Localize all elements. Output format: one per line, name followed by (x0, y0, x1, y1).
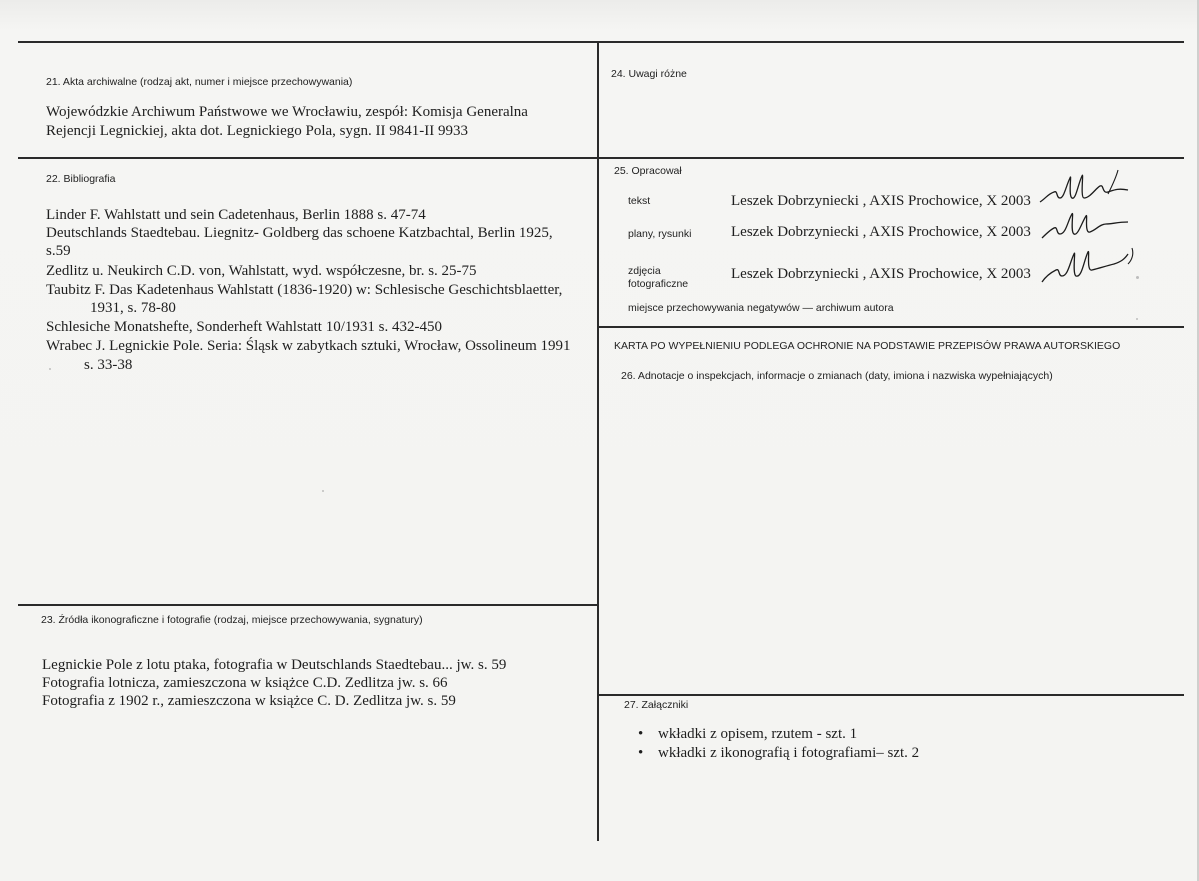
section-24-label: 24. Uwagi różne (611, 68, 687, 80)
bibliography-entry: 1931, s. 78-80 (90, 300, 176, 316)
copyright-notice: KARTA PO WYPEŁNIENIU PODLEGA OCHRONIE NA PODSTAWIE PRZEPISÓW PRAWA AUTORSKIEGO (614, 340, 1121, 352)
author-row-label-plans: plany, rysunki (628, 228, 692, 240)
bibliography-entry: Wrabec J. Legnickie Pole. Seria: Śląsk w zabytkach sztuki, Wrocław, Ossolineum 1991 (46, 338, 571, 354)
author-row-value-text: Leszek Dobrzyniecki , AXIS Prochowice, X 2003 (731, 193, 1031, 209)
section-25-label: 25. Opracował (614, 165, 682, 177)
attachments-list (638, 725, 919, 763)
author-row-label-photos-1: zdjęcia (628, 265, 661, 277)
bibliography-entry: s.59 (46, 243, 71, 259)
signature-mark (1038, 168, 1130, 212)
iconography-entry: Fotografia lotnicza, zamieszczona w książce C.D. Zedlitza jw. s. 66 (42, 675, 448, 691)
attachment-item: • wkładki z ikonografią i fotografiami– szt. 2 (638, 744, 919, 763)
scan-speck (49, 368, 51, 370)
author-row-label-photos-2: fotograficzne (628, 278, 689, 290)
divider-left-22 (18, 157, 598, 159)
author-row-value-plans: Leszek Dobrzyniecki , AXIS Prochowice, X 2003 (731, 224, 1031, 240)
section-27-label: 27. Załączniki (624, 699, 689, 711)
iconography-entry: Legnickie Pole z lotu ptaka, fotografia w Deutschlands Staedtebau... jw. s. 59 (42, 657, 507, 673)
divider-right-copyright (597, 326, 1184, 328)
divider-left-23 (18, 604, 598, 606)
scan-speck (1136, 318, 1138, 320)
section-21-line-1: Wojewódzkie Archiwum Państwowe we Wrocławiu, zespół: Komisja Generalna (46, 104, 528, 120)
signature-mark (1040, 244, 1140, 286)
bibliography-entry: Schlesiche Monatshefte, Sonderheft Wahlstatt 10/1931 s. 432-450 (46, 319, 442, 335)
section-26-label: 26. Adnotacje o inspekcjach, informacje o zmianach (daty, imiona i nazwiska wypełniających) (621, 370, 1053, 382)
signature-mark (1040, 208, 1130, 244)
section-23-label: 23. Źródła ikonograficzne i fotografie (rodzaj, miejsce przechowywania, sygnatury) (41, 614, 423, 626)
section-21-line-2: Rejencji Legnickiej, akta dot. Legnickiego Pola, sygn. II 9841-II 9933 (46, 123, 468, 139)
bibliography-entry: Linder F. Wahlstatt und sein Cadetenhaus, Berlin 1888 s. 47-74 (46, 207, 426, 223)
bibliography-entry: Zedlitz u. Neukirch C.D. von, Wahlstatt, wyd. współczesne, br. s. 25-75 (46, 263, 477, 279)
author-row-value-photos: Leszek Dobrzyniecki , AXIS Prochowice, X 2003 (731, 266, 1031, 282)
scan-speck (322, 490, 324, 492)
negatives-location: miejsce przechowywania negatywów — archiwum autora (628, 302, 894, 314)
divider-right-27 (597, 694, 1184, 696)
divider-center (597, 41, 599, 841)
bibliography-entry: Deutschlands Staedtebau. Liegnitz- Goldberg das schoene Katzbachtal, Berlin 1925, (46, 225, 553, 241)
bibliography-entry: Taubitz F. Das Kadetenhaus Wahlstatt (1836-1920) w: Schlesische Geschichtsblaetter, (46, 282, 563, 298)
section-22-label: 22. Bibliografia (46, 173, 116, 185)
bibliography-entry: s. 33-38 (84, 357, 133, 373)
scan-speck (1136, 276, 1139, 279)
divider-top (18, 41, 1184, 43)
divider-right-25 (597, 157, 1184, 159)
author-row-label-text: tekst (628, 195, 651, 207)
iconography-entry: Fotografia z 1902 r., zamieszczona w książce C. D. Zedlitza jw. s. 59 (42, 693, 456, 709)
attachment-item: • wkładki z opisem, rzutem - szt. 1 (638, 725, 919, 744)
section-21-label: 21. Akta archiwalne (rodzaj akt, numer i miejsce przechowywania) (46, 76, 353, 88)
